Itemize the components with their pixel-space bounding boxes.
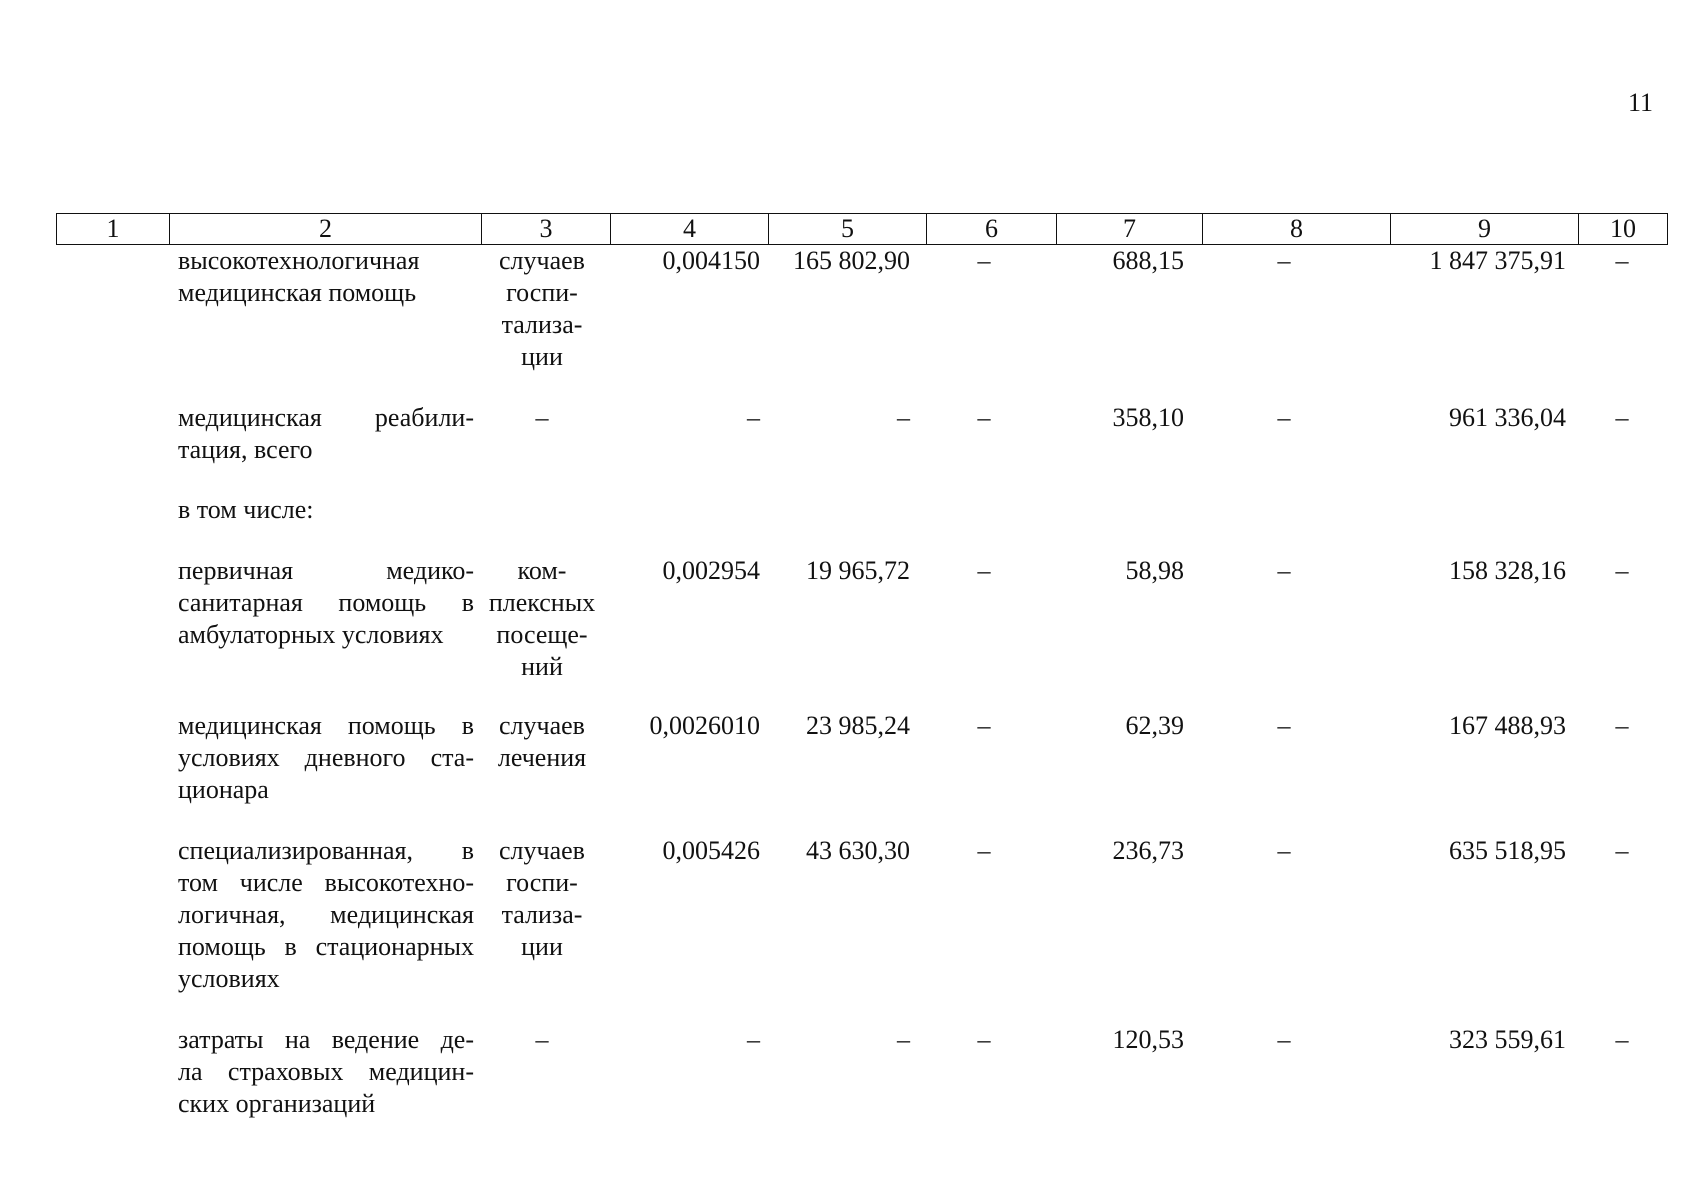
row-name-line: тация, всего bbox=[178, 435, 313, 464]
row-name-line: условиях bbox=[178, 964, 280, 993]
cell-col-6: – bbox=[977, 246, 991, 275]
row-unit-line: ний bbox=[521, 652, 563, 681]
cell-col-8: – bbox=[1277, 556, 1291, 585]
cell-col-9: 1 847 375,91 bbox=[1429, 246, 1566, 275]
row-name bbox=[178, 710, 474, 806]
cell-col-5: – bbox=[897, 1025, 910, 1054]
cell-col-7: 688,15 bbox=[1112, 246, 1184, 275]
header-col-7: 7 bbox=[1057, 214, 1203, 245]
cell-col-9: 323 559,61 bbox=[1449, 1025, 1566, 1054]
cell-col-5: – bbox=[897, 403, 910, 432]
row-unit bbox=[472, 245, 612, 373]
row-unit-line: госпи- bbox=[506, 868, 578, 897]
row-name-line: санитарная помощь в bbox=[178, 588, 474, 617]
cell-col-7: 58,98 bbox=[1125, 556, 1184, 585]
row-name-line: ла страховых медицин- bbox=[178, 1057, 474, 1086]
cell-col-4: – bbox=[747, 403, 760, 432]
cell-col-10: – bbox=[1615, 1025, 1629, 1054]
row-unit-line: плексных bbox=[488, 588, 596, 617]
row-name bbox=[178, 494, 474, 526]
row-unit-line: лечения bbox=[497, 743, 587, 772]
row-unit bbox=[472, 835, 612, 963]
cell-col-10: – bbox=[1615, 711, 1629, 740]
header-col-3: 3 bbox=[482, 214, 611, 245]
row-unit-line: госпи- bbox=[506, 278, 578, 307]
cell-col-9: 167 488,93 bbox=[1449, 711, 1566, 740]
header-col-9: 9 bbox=[1391, 214, 1579, 245]
cell-col-8: – bbox=[1277, 836, 1291, 865]
row-unit bbox=[472, 555, 612, 683]
row-name-line: условиях дневного ста- bbox=[178, 743, 474, 772]
header-col-8: 8 bbox=[1203, 214, 1391, 245]
row-name bbox=[178, 245, 474, 309]
row-name bbox=[178, 402, 474, 466]
cell-col-4: 0,005426 bbox=[662, 836, 760, 865]
row-name-line: медицинская помощь в bbox=[178, 711, 474, 740]
row-name-line: первичная медико- bbox=[178, 556, 474, 585]
header-col-1: 1 bbox=[57, 214, 170, 245]
row-name-line: медицинская помощь bbox=[178, 278, 417, 307]
row-name-line: высокотехнологичная bbox=[178, 246, 420, 275]
cell-col-9: 961 336,04 bbox=[1449, 403, 1566, 432]
row-name-line: специализированная, в bbox=[178, 836, 474, 865]
cell-col-9: 158 328,16 bbox=[1449, 556, 1566, 585]
cell-col-8: – bbox=[1277, 711, 1291, 740]
column-number-header bbox=[56, 213, 1668, 245]
header-col-4: 4 bbox=[611, 214, 769, 245]
cell-col-8: – bbox=[1277, 403, 1291, 432]
row-unit-line: случаев bbox=[499, 246, 585, 275]
page-number: 11 bbox=[1628, 88, 1654, 117]
header-row bbox=[57, 214, 1668, 245]
cell-col-6: – bbox=[977, 836, 991, 865]
cell-col-5: 19 965,72 bbox=[806, 556, 910, 585]
row-unit-line: ции bbox=[521, 342, 563, 371]
row-unit-line: тализа- bbox=[501, 310, 583, 339]
row-unit-line: посеще- bbox=[496, 620, 588, 649]
row-name-line: логичная, медицинская bbox=[178, 900, 474, 929]
cell-col-5: 165 802,90 bbox=[793, 246, 910, 275]
cell-col-7: 62,39 bbox=[1125, 711, 1184, 740]
cell-col-6: – bbox=[977, 1025, 991, 1054]
row-unit-line: случаев bbox=[499, 836, 585, 865]
cell-col-7: 120,53 bbox=[1112, 1025, 1184, 1054]
row-name-line: медицинская реабили- bbox=[178, 403, 474, 432]
cell-col-5: 43 630,30 bbox=[806, 836, 910, 865]
row-name bbox=[178, 1024, 474, 1120]
cell-col-10: – bbox=[1615, 246, 1629, 275]
row-unit-line: тализа- bbox=[501, 900, 583, 929]
cell-col-6: – bbox=[977, 711, 991, 740]
cell-col-6: – bbox=[977, 556, 991, 585]
row-unit-line: ком- bbox=[517, 556, 567, 585]
cell-col-10: – bbox=[1615, 836, 1629, 865]
row-name-line: помощь в стационарных bbox=[178, 932, 474, 961]
cell-col-4: 0,0026010 bbox=[649, 711, 760, 740]
row-unit bbox=[472, 710, 612, 774]
header-col-6: 6 bbox=[927, 214, 1057, 245]
cell-col-4: 0,004150 bbox=[662, 246, 760, 275]
cell-col-8: – bbox=[1277, 1025, 1291, 1054]
cell-col-5: 23 985,24 bbox=[806, 711, 910, 740]
cell-col-4: – bbox=[747, 1025, 760, 1054]
row-name-line: ционара bbox=[178, 775, 269, 804]
cell-col-3: – bbox=[535, 1025, 549, 1054]
cell-col-10: – bbox=[1615, 403, 1629, 432]
row-name bbox=[178, 555, 474, 651]
header-col-10: 10 bbox=[1579, 214, 1668, 245]
row-name bbox=[178, 835, 474, 995]
cell-col-10: – bbox=[1615, 556, 1629, 585]
cell-col-8: – bbox=[1277, 246, 1291, 275]
header-col-2: 2 bbox=[170, 214, 482, 245]
row-unit-line: ции bbox=[521, 932, 563, 961]
row-name-line: амбулаторных условиях bbox=[178, 620, 444, 649]
cell-col-7: 358,10 bbox=[1112, 403, 1184, 432]
row-name-line: том числе высокотехно- bbox=[178, 868, 474, 897]
cell-col-4: 0,002954 bbox=[662, 556, 760, 585]
row-name-line: затраты на ведение де- bbox=[178, 1025, 474, 1054]
row-unit-line: случаев bbox=[499, 711, 585, 740]
row-name-line: в том числе: bbox=[178, 495, 314, 524]
header-col-5: 5 bbox=[769, 214, 927, 245]
cell-col-3: – bbox=[535, 403, 549, 432]
cell-col-6: – bbox=[977, 403, 991, 432]
row-name-line: ских организаций bbox=[178, 1089, 376, 1118]
cell-col-9: 635 518,95 bbox=[1449, 836, 1566, 865]
cell-col-7: 236,73 bbox=[1112, 836, 1184, 865]
